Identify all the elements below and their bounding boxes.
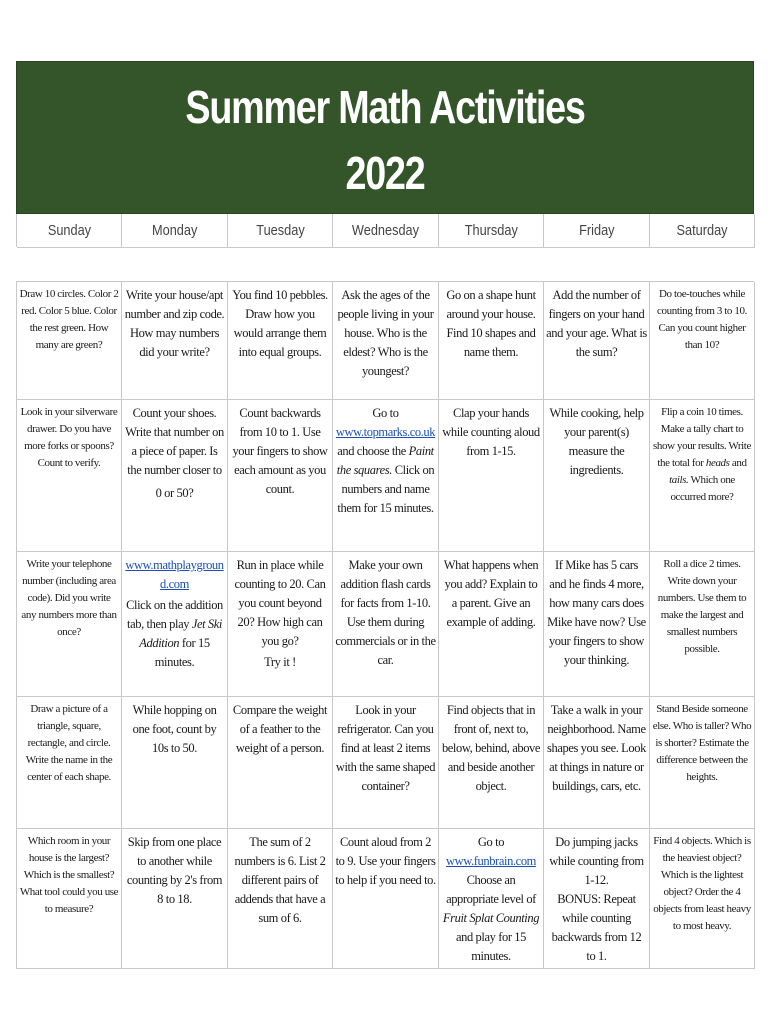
activity-cell: If Mike has 5 cars and he finds 4 more, how many cars does Mike have now? Use your fingers to show your thinking. xyxy=(544,552,650,697)
day-wednesday: Wednesday xyxy=(333,214,439,248)
activity-cell: You find 10 pebbles. Draw how you would arrange them into equal groups. xyxy=(228,282,333,400)
activity-cell: Look in your silverware drawer. Do you have more forks or spoons? Count to verify. xyxy=(17,400,122,552)
activity-cell: Go to www.topmarks.co.uk and choose the Paint the squares. Click on numbers and name them for 15 minutes. xyxy=(333,400,439,552)
activity-cell: Go to www.funbrain.com Choose an appropriate level of Fruit Splat Counting and play for 15 minutes. xyxy=(439,829,544,969)
day-saturday: Saturday xyxy=(650,214,755,248)
activity-cell: Skip from one place to another while counting by 2's from 8 to 18. xyxy=(122,829,228,969)
day-tuesday: Tuesday xyxy=(228,214,333,248)
activity-cell: Find objects that in front of, next to, below, behind, above and beside another object. xyxy=(439,697,544,829)
page-year: 2022 xyxy=(345,147,425,199)
topmarks-link[interactable]: www.topmarks.co.uk xyxy=(335,425,436,439)
day-monday: Monday xyxy=(122,214,228,248)
activity-cell: Take a walk in your neighborhood. Name shapes you see. Look at things in nature or buildings, cars, etc. xyxy=(544,697,650,829)
activity-cell: Do toe-touches while counting from 3 to 10. Can you count higher than 10? xyxy=(650,282,755,400)
activity-cell: Compare the weight of a feather to the weight of a person. xyxy=(228,697,333,829)
activity-cell: Run in place while counting to 20. Can you count beyond 20? How high can you go? Try it ! xyxy=(228,552,333,697)
day-friday: Friday xyxy=(544,214,650,248)
page-title: Summer Math Activities xyxy=(185,81,585,133)
title-banner xyxy=(16,61,754,214)
activity-cell: Look in your refrigerator. Can you find at least 2 items with the same shaped container? xyxy=(333,697,439,829)
activity-cell: www.mathplayground.com Click on the addition tab, then play Jet Ski Addition for 15 minutes. xyxy=(122,552,228,697)
calendar-sheet xyxy=(16,61,754,969)
activity-cell: Which room in your house is the largest? Which is the smallest? What tool could you use to measure? xyxy=(17,829,122,969)
activity-cell: Do jumping jacks while counting from 1-12. BONUS: Repeat while counting backwards from 12 to 1. xyxy=(544,829,650,969)
activity-cell: Add the number of fingers on your hand and your age. What is the sum? xyxy=(544,282,650,400)
activity-cell: Go on a shape hunt around your house. Find 10 shapes and name them. xyxy=(439,282,544,400)
activity-cell: While hopping on one foot, count by 10s to 50. xyxy=(122,697,228,829)
activity-cell: Roll a dice 2 times. Write down your numbers. Use them to make the largest and smallest numbers possible. xyxy=(650,552,755,697)
activity-cell: Stand Beside someone else. Who is taller? Who is shorter? Estimate the difference between the heights. xyxy=(650,697,755,829)
activity-cell: Write your telephone number (including area code). Did you write any numbers more than once? xyxy=(17,552,122,697)
activity-cell: Flip a coin 10 times. Make a tally chart to show your results. Write the total for heads and tails. Which one occurred more? xyxy=(650,400,755,552)
activity-cell: Clap your hands while counting aloud from 1-15. xyxy=(439,400,544,552)
activity-cell: While cooking, help your parent(s) measure the ingredients. xyxy=(544,400,650,552)
funbrain-link[interactable]: www.funbrain.com xyxy=(446,854,536,868)
mathplayground-link[interactable]: www.mathplayground.com xyxy=(125,558,224,591)
day-sunday: Sunday xyxy=(17,214,122,248)
activity-cell: Count backwards from 10 to 1. Use your fingers to show each amount as you count. xyxy=(228,400,333,552)
activity-cell: What happens when you add? Explain to a parent. Give an example of adding. xyxy=(439,552,544,697)
activity-cell: Make your own addition flash cards for facts from 1-10. Use them during commercials or in the car. xyxy=(333,552,439,697)
activity-cell: The sum of 2 numbers is 6. List 2 different pairs of addends that have a sum of 6. xyxy=(228,829,333,969)
activity-cell: Draw 10 circles. Color 2 red. Color 5 blue. Color the rest green. How many are green? xyxy=(17,282,122,400)
weekday-header xyxy=(16,214,754,247)
activity-cell: Ask the ages of the people living in your house. Who is the eldest? Who is the youngest? xyxy=(333,282,439,400)
activity-cell: Draw a picture of a triangle, square, rectangle, and circle. Write the name in the center of each shape. xyxy=(17,697,122,829)
activity-cell: Count aloud from 2 to 9. Use your fingers to help if you need to. xyxy=(333,829,439,969)
activity-cell: Write your house/apt number and zip code. How may numbers did your write? xyxy=(122,282,228,400)
activity-grid xyxy=(16,281,754,969)
activity-cell: Count your shoes. Write that number on a piece of paper. Is the number closer to 0 or 50? xyxy=(122,400,228,552)
day-thursday: Thursday xyxy=(439,214,544,248)
activity-cell: Find 4 objects. Which is the heaviest object? Which is the lightest object? Order the 4 objects from least heavy to most heavy. xyxy=(650,829,755,969)
